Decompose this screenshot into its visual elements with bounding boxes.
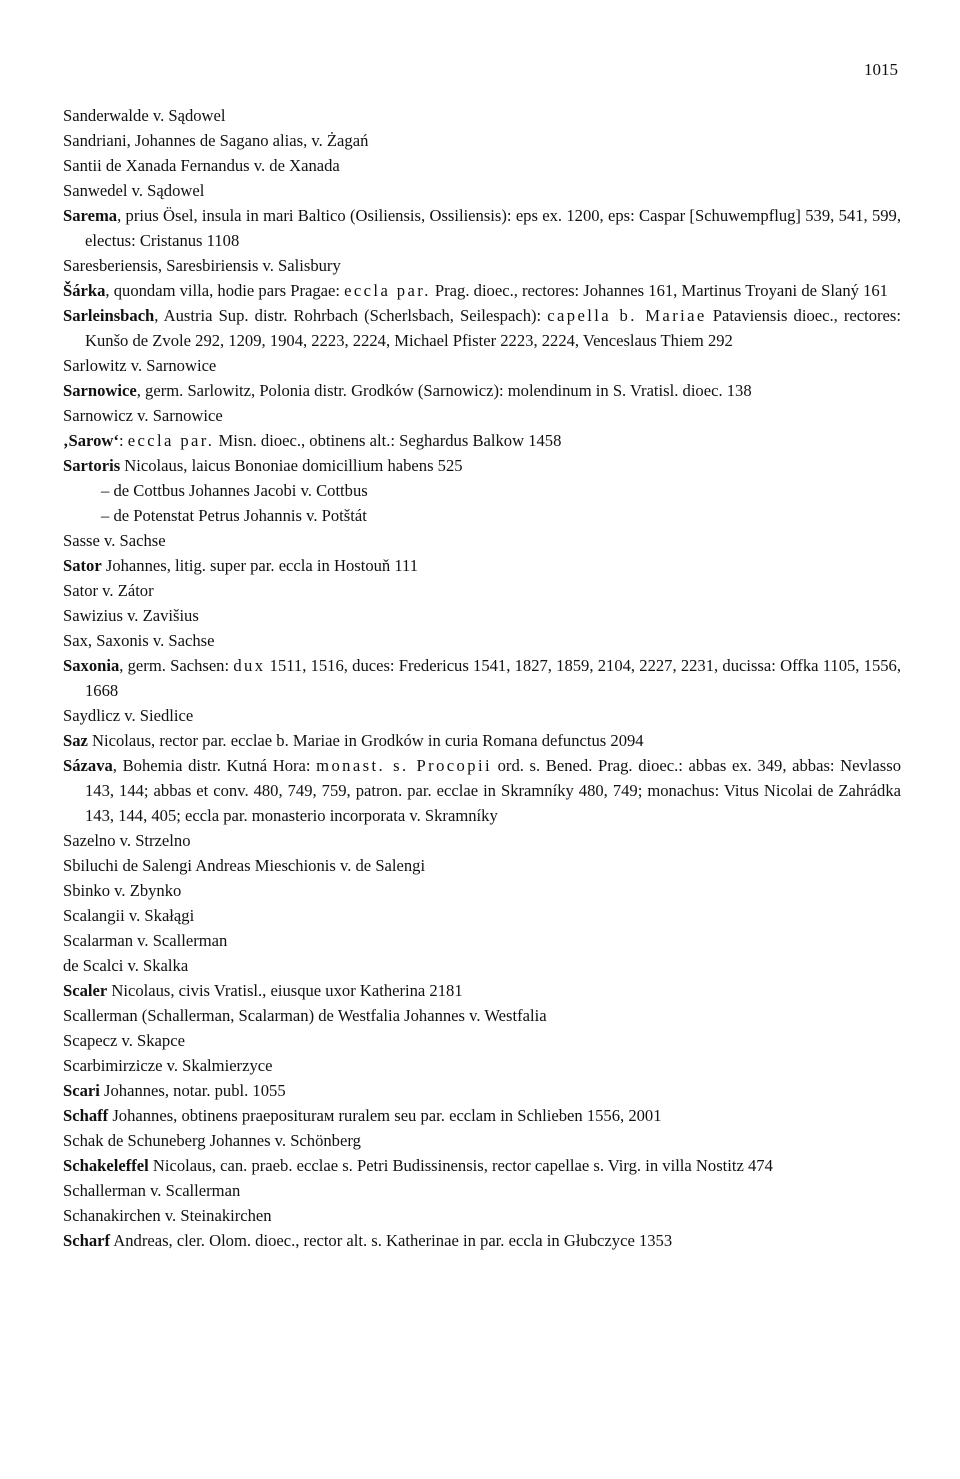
entry-text: Scallerman (Schallerman, Scalarman) de Westfalia Johannes v. Westfalia [63,1006,547,1025]
entry-text: de Potenstat Petrus Johannis v. Potštát [113,506,367,525]
entry-spaced-term: capella b. Mariae [547,306,707,325]
index-entry [63,978,901,1003]
entry-headword: Šárka [63,281,106,300]
entry-headword: Saxonia [63,656,120,675]
entry-text: Sazelno v. Strzelno [63,831,191,850]
entry-text: Scarbimirzicze v. Skalmierzyce [63,1056,273,1075]
entry-text: Nicolaus, rector par. ecclae b. Mariae in Grodków in curia Romana defunctus 2094 [87,731,644,750]
entry-text: Sbiluchi de Salengi Andreas Mieschionis v. de Salengi [63,856,426,875]
index-entry [63,178,901,203]
index-entry [63,578,901,603]
entry-headword: Sarema [63,206,118,225]
entry-text: , germ. Sachsen: [119,656,234,675]
index-entry [63,1053,901,1078]
index-entry [63,653,901,703]
index-entry [63,153,901,178]
entry-text: Schanakirchen v. Steinakirchen [63,1206,272,1225]
entry-text: Prag. dioec., rectores: Johannes 161, Martinus Troyani de Slaný 161 [430,281,888,300]
index-entry [63,403,901,428]
index-entry [63,903,901,928]
entry-text: Sarlowitz v. Sarnowice [63,356,217,375]
entry-spaced-term: eccla par. [127,431,215,450]
entry-text: Nicolaus, laicus Bononiae domicillium habens 525 [120,456,463,475]
entry-text: Saresberiensis, Saresbiriensis v. Salisbury [63,256,341,275]
index-entry [63,853,901,878]
entry-headword: Saz [63,731,88,750]
entry-text: Schak de Schuneberg Johannes v. Schönberg [63,1131,361,1150]
page-number: 1015 [864,60,898,79]
entry-text: Johannes, litig. super par. eccla in Hostouň 111 [101,556,419,575]
entry-headword: Sator [63,556,102,575]
entry-text: Sawizius v. Zavišius [63,606,199,625]
index-entry [63,303,901,353]
index-entry [63,378,901,403]
index-entry [63,728,901,753]
entry-text: de Cottbus Johannes Jacobi v. Cottbus [113,481,368,500]
index-entry [63,878,901,903]
entry-text: Sarnowicz v. Sarnowice [63,406,223,425]
index-entry [63,103,901,128]
index-entry [63,753,901,828]
index-subentry [63,503,901,528]
entry-text: Sasse v. Sachse [63,531,166,550]
entry-text: , prius Ösel, insula in mari Baltico (Osiliensis, Ossiliensis): eps ex. 1200, eps: Caspar [Schuwempflug] 539, 541, 599, electus: Cristanus 1108 [85,206,901,250]
entry-headword: Scaler [63,981,108,1000]
entry-text: Santii de Xanada Fernandus v. de Xanada [63,156,340,175]
index-entry [63,1203,901,1228]
index-subentry [63,478,901,503]
entry-headword: Schakeleffel [63,1156,149,1175]
entry-text: Sator v. Zátor [63,581,154,600]
entry-text: Johannes, obtinens praepositurам ruralem seu par. ecclam in Schlieben 1556, 2001 [108,1106,662,1125]
entry-headword: Scari [63,1081,100,1100]
index-entry [63,1103,901,1128]
entry-text: Sandriani, Johannes de Sagano alias, v. Żagań [63,131,369,150]
entry-text: Saydlicz v. Siedlice [63,706,194,725]
index-entries [63,103,901,1253]
entry-text: Misn. dioec., obtinens alt.: Seghardus Balkow 1458 [214,431,562,450]
index-entry [63,528,901,553]
entry-text: Andreas, cler. Olom. dioec., rector alt. s. Katherinae in par. eccla in Głubczyce 1353 [110,1231,673,1250]
entry-headword: Schaff [63,1106,109,1125]
index-entry [63,828,901,853]
index-entry [63,703,901,728]
index-entry [63,1228,901,1253]
index-entry [63,253,901,278]
entry-text: Schallerman v. Scallerman [63,1181,241,1200]
index-entry [63,128,901,153]
entry-text: Sanwedel v. Sądowel [63,181,205,200]
entry-text: Scalarman v. Scallerman [63,931,228,950]
entry-text: Sax, Saxonis v. Sachse [63,631,215,650]
index-entry [63,603,901,628]
entry-text: Pataviensis dioec., rectores: Kunšo de Zvole 292, 1209, 1904, 2223, 2224, Michael Pfister 2223, 2224, Venceslaus Thiem 292 [85,306,901,350]
entry-text: , Austria Sup. distr. Rohrbach (Scherlsbach, Seilespach): [154,306,548,325]
index-entry [63,1178,901,1203]
entry-text: de Scalci v. Skalka [63,956,189,975]
entry-text: Scalangii v. Skałągi [63,906,195,925]
entry-text: Nicolaus, civis Vratisl., eiusque uxor Katherina 2181 [107,981,463,1000]
entry-headword: Scharf [63,1231,111,1250]
entry-spaced-term: dux [233,656,266,675]
index-entry [63,1128,901,1153]
index-entry [63,953,901,978]
entry-headword: Sarnowice [63,381,137,400]
entry-text: : [118,431,128,450]
entry-headword: ‚Sarow‘ [63,431,119,450]
index-entry [63,1028,901,1053]
index-entry [63,628,901,653]
entry-text: Sanderwalde v. Sądowel [63,106,226,125]
index-entry [63,278,901,303]
entry-headword: Sarleinsbach [63,306,155,325]
index-entry [63,353,901,378]
index-entry [63,553,901,578]
entry-spaced-term: monast. s. Procopii [316,756,492,775]
entry-text: Nicolaus, can. praeb. ecclae s. Petri Budissinensis, rector capellae s. Virg. in villa Nostitz 474 [148,1156,773,1175]
entry-headword: Sázava [63,756,113,775]
entry-text: , quondam villa, hodie pars Pragae: [105,281,345,300]
entry-headword: Sartoris [63,456,121,475]
index-entry [63,928,901,953]
entry-text: 1511, 1516, duces: Fredericus 1541, 1827, 1859, 2104, 2227, 2231, ducissa: Offka 1105, 1556, 1668 [85,656,901,700]
entry-text: , germ. Sarlowitz, Polonia distr. Grodków (Sarnowicz): molendinum in S. Vratisl. dioec. 138 [136,381,752,400]
index-entry [63,1153,901,1178]
entry-text: Scapecz v. Skapce [63,1031,185,1050]
index-entry [63,203,901,253]
index-entry [63,1078,901,1103]
index-entry [63,428,901,453]
entry-text: , Bohemia distr. Kutná Hora: [112,756,317,775]
entry-text: ord. s. Bened. Prag. dioec.: abbas ex. 349, abbas: Nevlasso 143, 144; abbas et conv. 480, 749, 759, patron. par. ecclae in Skramníky 480, 749; monachus: Vitus Nicolai de Zahrádka 143, 144, 405; eccla par. monasterio incorporata v. Skramníky [85,756,901,825]
index-entry [63,1003,901,1028]
entry-text: Johannes, notar. publ. 1055 [99,1081,286,1100]
entry-spaced-term: eccla par. [344,281,431,300]
entry-text: Sbinko v. Zbynko [63,881,182,900]
index-entry [63,453,901,478]
